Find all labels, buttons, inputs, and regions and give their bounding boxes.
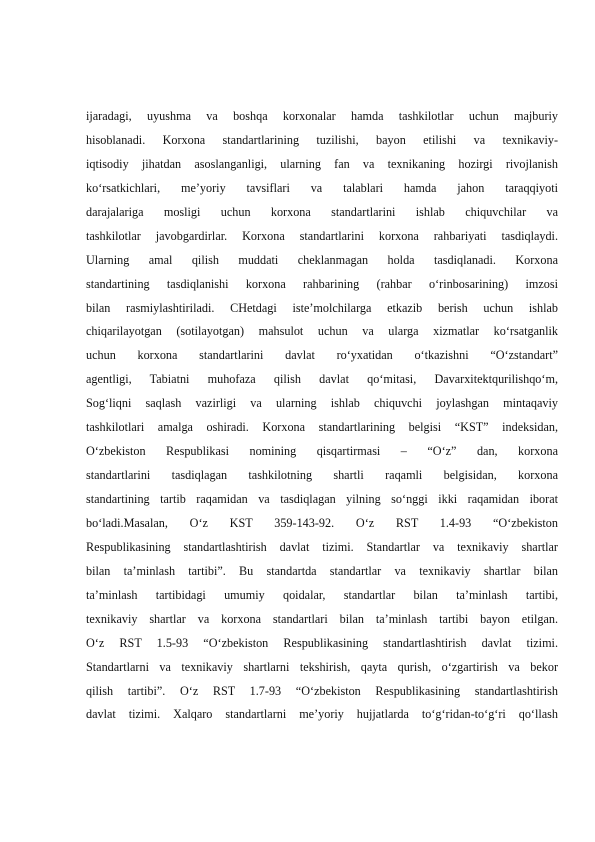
text-line: tashkilotlari amalga oshiradi. Korxona standartlarining belgisi “KST” indeksidan, bbox=[86, 420, 558, 435]
text-line: Standartlarni va texnikaviy shartlarni tekshirish, qayta qurish, o‘zgartirish va bekor bbox=[86, 659, 558, 674]
text-line: bo‘ladi.Masalan, O‘z KST 359-143-92. O‘z RST 1.4-93 “O‘zbekiston bbox=[86, 515, 558, 530]
text-line: uchun korxona standartlarini davlat ro‘yxatidan o‘tkazishni “O‘zstandart” bbox=[86, 348, 558, 363]
text-line: ko‘rsatkichlari, me’yoriy tavsiflari va talablari hamda jahon taraqqiyoti bbox=[86, 180, 558, 195]
text-line: darajalariga mosligi uchun korxona standartlarini ishlab chiquvchilar va bbox=[86, 204, 558, 219]
text-line: bilan rasmiylashtiriladi. CHetdagi iste’molchilarga etkazib berish uchun ishlab bbox=[86, 300, 558, 315]
text-line: standartining tartib raqamidan va tasdiqlagan yilning so‘nggi ikki raqamidan iborat bbox=[86, 492, 558, 506]
text-line: Ularning amal qilish muddati cheklanmagan holda tasdiqlanadi. Korxona bbox=[86, 252, 558, 267]
text-line: standartining tasdiqlanishi korxona rahbarining (rahbar o‘rinbosarining) imzosi bbox=[86, 276, 558, 291]
text-line: tashkilotlar javobgardirlar. Korxona standartlarini korxona rahbariyati tasdiqlaydi. bbox=[86, 228, 558, 243]
text-line: texnikaviy shartlar va korxona standartlari bilan ta’minlash tartibi bayon etilgan. bbox=[86, 611, 558, 626]
text-line: agentligi, Tabiatni muhofaza qilish davlat qo‘mitasi, Davarxitektqurilishqo‘m, bbox=[86, 372, 558, 387]
text-line: chiqarilayotgan (sotilayotgan) mahsulot uchun va ularga xizmatlar ko‘rsatganlik bbox=[86, 324, 558, 339]
text-line: bilan ta’minlash tartibi”. Bu standartda standartlar va texnikaviy shartlar bilan bbox=[86, 563, 558, 578]
text-line: ta’minlash tartibidagi umumiy qoidalar, standartlar bilan ta’minlash tartibi, bbox=[86, 587, 558, 602]
text-line: hisoblanadi. Korxona standartlarining tuzilishi, bayon etilishi va texnikaviy- bbox=[86, 132, 558, 147]
body-text bbox=[86, 105, 558, 727]
text-line: Respublikasining standartlashtirish davlat tizimi. Standartlar va texnikaviy shartlar bbox=[86, 539, 558, 554]
text-line: davlat tizimi. Xalqaro standartlarni me’yoriy hujjatlarda to‘g‘ridan-to‘g‘ri qo‘llash bbox=[86, 707, 558, 722]
text-line: qilish tartibi”. O‘z RST 1.7-93 “O‘zbekiston Respublikasining standartlashtirish bbox=[86, 683, 558, 698]
text-line: ijaradagi, uyushma va boshqa korxonalar hamda tashkilotlar uchun majburiy bbox=[86, 109, 558, 123]
text-line: Sog‘liqni saqlash vazirligi va ularning ishlab chiquvchi joylashgan mintaqaviy bbox=[86, 396, 558, 411]
text-line: iqtisodiy jihatdan asoslanganligi, ularning fan va texnikaning hozirgi rivojlanish bbox=[86, 156, 558, 171]
text-line: O‘z RST 1.5-93 “O‘zbekiston Respublikasining standartlashtirish davlat tizimi. bbox=[86, 635, 558, 650]
text-line: standartlarini tasdiqlagan tashkilotning shartli raqamli belgisidan, korxona bbox=[86, 468, 558, 483]
text-line: O‘zbekiston Respublikasi nomining qisqartirmasi – “O‘z” dan, korxona bbox=[86, 444, 558, 459]
